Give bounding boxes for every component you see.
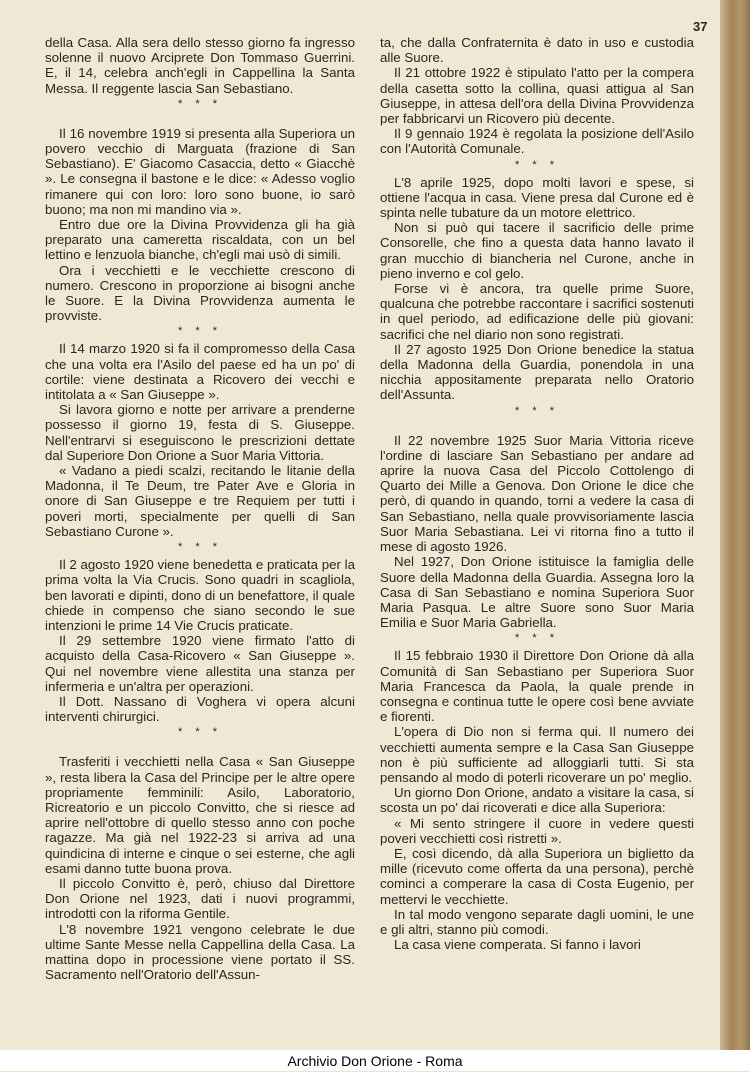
paragraph: Forse vi è ancora, tra quelle prime Suore, qualcuna che potrebbe raccontare i sacrifici sostenuti in quel periodo, ad edificazione delle più giovani: sacrifici che nel diario non sono registrati. (380, 281, 694, 342)
paragraph: Ora i vecchietti e le vecchiette crescono di numero. Crescono in proporzione ai bisogni anche le Suore. E la Divina Provvidenza aumenta le provviste. (45, 262, 355, 324)
paragraph: Si lavora giorno e notte per arrivare a prenderne possesso il giorno 19, festa di S. Giuseppe. Nell'entrarvi si eseguiscono le prescrizioni dettate dal Superiore Don Orione a Suor Maria Vittoria. (45, 402, 355, 463)
paragraph: Il 21 ottobre 1922 è stipulato l'atto per la compera della casetta sotto la collina, quasi attigua al San Giuseppe, in attesa dell'ora della Divina Provvidenza per fabbricarvi un Ricovero più decente. (380, 65, 694, 127)
left-column (45, 35, 355, 982)
paragraph: Un giorno Don Orione, andato a visitare la casa, si scosta un po' dai ricoverati e dice alla Superiora: (380, 785, 694, 816)
paragraph: Il 14 marzo 1920 si fa il compromesso della Casa che una volta era l'Asilo del paese ed ha un po' di cortile: viene destinata a Ricovero dei vecchi e intitolata a « San Giuseppe ». (45, 341, 355, 403)
paragraph: Il 9 gennaio 1924 è regolata la posizione dell'Asilo con l'Autorità Comunale. (380, 126, 694, 157)
paragraph: La casa viene comperata. Si fanno i lavori (394, 937, 641, 953)
page-number: 37 (693, 19, 708, 34)
paragraph: Il piccolo Convitto è, però, chiuso dal Direttore Don Orione nel 1923, dati i nuovi programmi, introdotti con la riforma Gentile. (45, 875, 355, 922)
right-column (380, 35, 694, 952)
paragraph: E, così dicendo, dà alla Superiora un biglietto da mille (ricevuto come offerta da una persona), perchè cominci a comperare la casa di Costa Eugenio, per mettervi le vecchiette. (380, 845, 694, 907)
paragraph: Il 22 novembre 1925 Suor Maria Vittoria riceve l'ordine di lasciare San Sebastiano per andare ad aprire la nuova Casa del Piccolo Cottolengo di Quarto dei Mille a Genova. Don Orione le dice che però, di quando in quando, torni a vedere la casa di San Sebastiano, nella quale provvisoriamente lascia Suor Maria Sebastiana. Lei vi ritorna fino a tutto il mese di agosto 1926. (380, 432, 694, 555)
paragraph: L'opera di Dio non si ferma qui. Il numero dei vecchietti aumenta sempre e la Casa San Giuseppe non è più sufficiente ad alloggiarli tutti. Si sta pensando al modo di poterli ricoverare un po' meglio. (380, 724, 694, 785)
paragraph: « Vadano a piedi scalzi, recitando le litanie della Madonna, il Te Deum, tre Pater Ave e Gloria in onore di San Giuseppe e tre Requiem per tutti i poveri morti, specialmente per quelli di San Sebastiano Curone ». (45, 463, 355, 539)
section-separator: * * * (178, 97, 222, 110)
section-separator: * * * (515, 404, 559, 417)
paragraph: Entro due ore la Divina Provvidenza gli ha già preparato una cameretta riscaldata, con un bel lettino e lenzuola bianche, ch'egli mai usò di simili. (45, 217, 355, 263)
paragraph: L'8 aprile 1925, dopo molti lavori e spese, si ottiene l'acqua in casa. Viene presa dal Curone ed è spinta nelle tubature da un motore elettrico. (380, 174, 694, 221)
paragraph: Trasferiti i vecchietti nella Casa « San Giuseppe », resta libera la Casa del Principe per le altre opere propriamente femminili: Asilo, Laboratorio, Ricreatorio e un piccolo Convitto, che si riesce ad aprire nell'ottobre di quello stesso anno con poche ragazze. Ma già nel 1922-23 si arriva ad una quindicina di interne e cinque o sei esterne, che agli esami danno tutte buona prova. (45, 754, 355, 876)
paragraph: Il 2 agosto 1920 viene benedetta e praticata per la prima volta la Via Crucis. Sono quadri in scagliola, ben lavorati e dipinti, dono di un benefattore, il quale chiede in compenso che siano secondo le sue intenzioni le prime 14 Vie Crucis praticate. (45, 557, 355, 633)
paragraph: Il 16 novembre 1919 si presenta alla Superiora un povero vecchio di Marguata (frazione di San Sebastiano). E' Giacomo Casaccia, detto « Giacchè ». Le consegna il bastone e le dice: « Adesso voglio rimanere qui con loro: loro sono buone, io sarò buono; ma non mi mandino via ». (45, 125, 355, 217)
paragraph: L'8 novembre 1921 vengono celebrate le due ultime Sante Messe nella Cappellina della Casa. La mattina dopo in processione viene portato il SS. Sacramento nell'Oratorio dell'Assun- (45, 921, 355, 983)
archive-footer: Archivio Don Orione - Roma (0, 1050, 750, 1071)
paragraph: della Casa. Alla sera dello stesso giorno fa ingresso solenne il nuovo Arciprete Don Tommaso Guerrini. E, il 14, celebra anch'egli in Cappellina la Santa Messa. Il reggente lascia San Sebastiano. (45, 35, 355, 96)
section-separator: * * * (178, 726, 222, 739)
paragraph: Il 27 agosto 1925 Don Orione benedice la statua della Madonna della Guardia, ponendola in una nicchia appositamente preparata nello Oratorio dell'Assunta. (380, 341, 694, 403)
book-page-edge (720, 0, 750, 1071)
paragraph: Il 29 settembre 1920 viene firmato l'atto di acquisto della Casa-Ricovero « San Giuseppe ». Qui nel novembre viene allestita una stanza per infermeria e un'altra per operazioni. (45, 633, 355, 694)
paragraph: Il 15 febbraio 1930 il Direttore Don Orione dà alla Comunità di San Sebastiano per Superiora Suor Maria Francesca da Paola, la quale prende in consegna e continua tutte le opere così bene avviate e fiorenti. (380, 648, 694, 725)
paragraph: « Mi sento stringere il cuore in vedere questi poveri vecchietti così ristretti ». (380, 815, 694, 846)
section-separator: * * * (515, 158, 559, 171)
paragraph: ta, che dalla Confraternita è dato in uso e custodia alle Suore. (380, 35, 694, 66)
section-separator: * * * (178, 325, 222, 338)
paragraph: In tal modo vengono separate dagli uomini, le une e gli altri, stanno più comodi. (380, 906, 694, 937)
section-separator: * * * (178, 541, 222, 554)
paragraph: Non si può qui tacere il sacrificio delle prime Consorelle, che fino a questa data hanno lavato il gran mucchio di biancheria nel Curone, anche in pieno inverno e col gelo. (380, 220, 694, 281)
paragraph: Il Dott. Nassano di Voghera vi opera alcuni interventi chirurgici. (45, 693, 355, 725)
section-separator: * * * (515, 632, 559, 645)
paragraph: Nel 1927, Don Orione istituisce la famiglia delle Suore della Madonna della Guardia. Assegna loro la Casa di San Sebastiano e nomina Superiora Suor Maria Pasqua. Le altre Suore sono Suor Maria Emilia e Suor Maria Gabriella. (380, 554, 694, 631)
